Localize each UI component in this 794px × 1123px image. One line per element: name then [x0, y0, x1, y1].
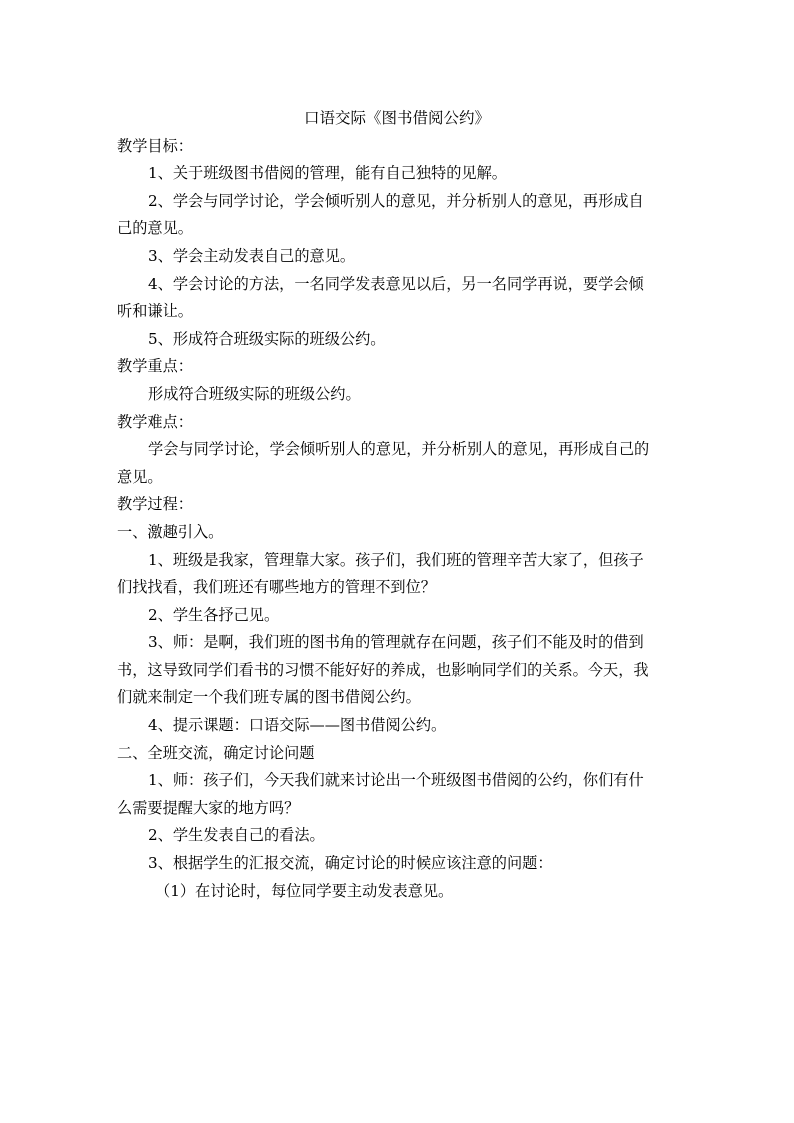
section-heading: 教学重点：: [117, 357, 193, 376]
paragraph-line: 4、学会讨论的方法，一名同学发表意见以后，另一名同学再说，要学会倾: [148, 274, 644, 293]
document-title: 口语交际《图书借阅公约》: [303, 109, 490, 127]
paragraph-line: 3、师：是啊，我们班的图书角的管理就存在问题，孩子们不能及时的借到: [148, 633, 644, 652]
section-heading: 二、全班交流，确定讨论问题: [117, 743, 315, 762]
paragraph-line: 意见。: [117, 467, 163, 486]
paragraph-line: 2、学生各抒己见。: [148, 605, 280, 624]
paragraph-line: 3、学会主动发表自己的意见。: [148, 246, 356, 265]
section-heading: 教学目标：: [117, 136, 193, 155]
paragraph-line: 书，这导致同学们看书的习惯不能好好的养成，也影响同学们的关系。今天，我: [117, 660, 649, 679]
section-heading: 教学过程：: [117, 495, 193, 514]
paragraph-line: 2、学生发表自己的看法。: [148, 826, 325, 845]
paragraph-line: 4、提示课题：口语交际——图书借阅公约。: [148, 716, 447, 735]
document-body: [117, 105, 677, 905]
paragraph-line: 么需要提醒大家的地方吗？: [117, 798, 300, 817]
section-heading: 一、激趣引入。: [117, 522, 224, 541]
section-heading: 教学难点：: [117, 412, 193, 431]
paragraph-line: （1）在讨论时，每位同学要主动发表意见。: [155, 881, 454, 900]
paragraph-line: 们找找看，我们班还有哪些地方的管理不到位？: [117, 578, 436, 597]
paragraph-line: 2、学会与同学讨论，学会倾听别人的意见，并分析别人的意见，再形成自: [148, 191, 644, 210]
paragraph-line: 5、形成符合班级实际的班级公约。: [148, 329, 386, 348]
paragraph-line: 形成符合班级实际的班级公约。: [148, 384, 361, 403]
paragraph-line: 1、班级是我家，管理靠大家。孩子们，我们班的管理辛苦大家了，但孩子: [148, 550, 644, 569]
paragraph-line: 听和谦让。: [117, 302, 193, 321]
paragraph-line: 己的意见。: [117, 219, 193, 238]
paragraph-line: 们就来制定一个我们班专属的图书借阅公约。: [117, 688, 421, 707]
paragraph-line: 3、根据学生的汇报交流，确定讨论的时候应该注意的问题：: [148, 854, 553, 873]
paragraph-line: 1、师：孩子们，今天我们就来讨论出一个班级图书借阅的公约，你们有什: [148, 771, 644, 790]
paragraph-line: 1、关于班级图书借阅的管理，能有自己独特的见解。: [148, 164, 507, 183]
paragraph-line: 学会与同学讨论，学会倾听别人的意见，并分析别人的意见，再形成自己的: [148, 440, 650, 459]
